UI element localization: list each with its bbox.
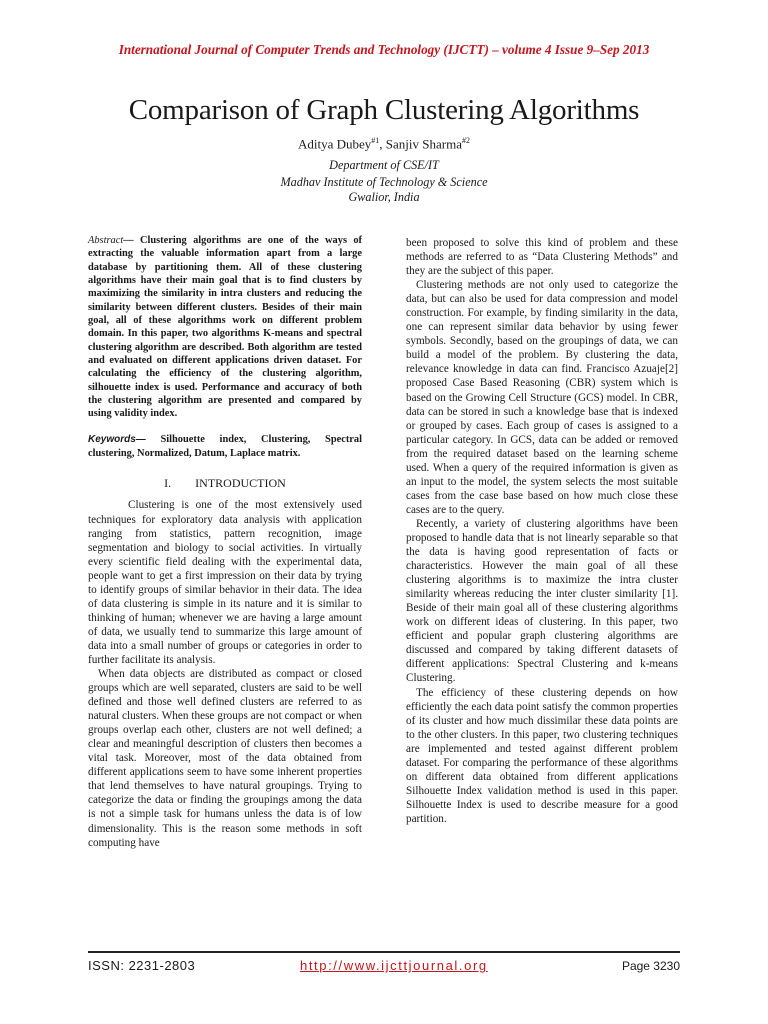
body-paragraph: been proposed to solve this kind of problem and these methods are referred to as “Data Clustering Methods” and they are the subject of this paper. [406,237,678,278]
paper-title: Comparison of Graph Clustering Algorithms [128,94,640,126]
keywords-text: Silhouette index, Clustering, Spectral clustering, Normalized, Datum, Laplace matrix. [88,433,362,459]
journal-link[interactable]: http://www.ijcttjournal.org [300,958,488,973]
affiliation-location: Gwalior, India [348,190,420,204]
author-separator: , [379,136,386,152]
abstract [88,234,362,421]
intro-paragraph: When data objects are distributed as compact or closed groups which are well separated, clusters are said to be well defined and those well defined clusters are referred to as natural clusters. When these groups are not compact or when groups overlap each other, clusters are not well defined; a clear and meaningful description of clusters then becomes a vital task. Moreover, most of the data obtained from different applications seem to have some inherent properties that lend themselves to have natural groupings. Trying to categorize the data or finding the groupings among the data is not a simple task for humans unless the data is of low dimensionality. This is the reason some methods in soft computing have [88,668,362,849]
issn: ISSN: 2231-2803 [88,958,196,973]
abstract-label: Abstract [88,235,124,246]
affiliation-department: Department of CSE/IT [329,158,439,172]
body-paragraph: The efficiency of these clustering depends on how efficiently the each data point satisfy the common properties of its cluster and how much dissimilar these data points are to the other clusters. In this paper, two clustering techniques are implemented and tested against different problem dataset. For comparing the performance of these algorithms on different data obtained from different applications Silhouette Index validation method is used in this paper. Silhouette Index is used to describe measure for a good partition. [406,686,678,825]
footer-divider [88,951,680,953]
page-number: Page 3230 [621,959,680,973]
author-mark: #1 [371,136,380,145]
author-mark: #2 [461,136,470,145]
author-list [0,136,768,152]
keywords-label: Keywords— [88,433,146,445]
author-name: Aditya Dubey [298,136,372,152]
section-heading-introduction: I. INTRODUCTION [164,476,286,491]
right-column [406,236,678,826]
body-paragraph: Recently, a variety of clustering algorithms have been proposed to handle data that is not linearly separable so that the data is having good representation of facts or characteristics. However the main goal of all these clustering algorithms is to maximize the intra cluster similarity whereas reducing the inter cluster similarity [1]. Beside of their main goal all of these clustering algorithms work on different ideas of clustering. In this paper, two efficient and popular graph clustering algorithms are discussed and compared by taking different datasets of different applications: Spectral Clustering and k-means Clustering. [406,517,678,685]
journal-header: International Journal of Computer Trends and Technology (IJCTT) – volume 4 Issue 9–Sep 2013 [118,42,650,57]
abstract-text: — Clustering algorithms are one of the ways of extracting the valuable information apart from a large database by partitioning them. All of these clustering algorithms have their main goal that is to find clusters by maximizing the similarity in intra clusters and reducing the similarity between different clusters. Besides of their main goal, all of these algorithms work on different problem domain. In this paper, two algorithms K-means and spectral clustering algorithm are described. Both algorithm are tested and evaluated on different applications driven dataset. For calculating the efficiency of the clustering algorithm, silhouette index is used. Performance and accuracy of both the clustering algorithm are presented and compared by using validity index. [88,235,362,420]
keywords [88,433,362,461]
author-name: Sanjiv Sharma [385,136,462,152]
intro-paragraph: Clustering is one of the most extensively used techniques for exploratory data analysis with application ranging from statistics, pattern recognition, image segmentation and biology to social activities. In virtually every scientific field dealing with the experimental data, people want to get a first impression on their data by trying to identify groups of similar behavior in their data. The idea of data clustering is simple in its nature and it is similar to thinking of human; whenever we are having a large amount of data, we usually tend to summarize this large amount of data into a small number of groups or categories in order to further facilitate its analysis. [88,499,362,666]
body-paragraph: Clustering methods are not only used to categorize the data, but can also be used for data compression and model construction. For example, by finding similarity in the data, one can represent similar data behavior by using fewer symbols. Secondly, based on the groupings of data, we can build a model of the problem. By clustering the data, relevance knowledge in data can find. Francisco Azuaje[2] proposed Case Based Reasoning (CBR) system which is based on the Growing Cell Structure (GCS) model. In CBR, data can be stored in such a knowledge base that is indexed or grouped by cases. Each group of cases is assigned to a particular category. In GCS, data can be added or removed from the required dataset based on the learning scheme used. When a query of the required information is given as an input to the model, the system selects the most suitable cases from the case base based on how much close these cases are to the query. [406,279,678,516]
affiliation-institute: Madhav Institute of Technology & Science [280,175,488,189]
left-column [88,234,362,850]
page-footer [88,958,680,978]
